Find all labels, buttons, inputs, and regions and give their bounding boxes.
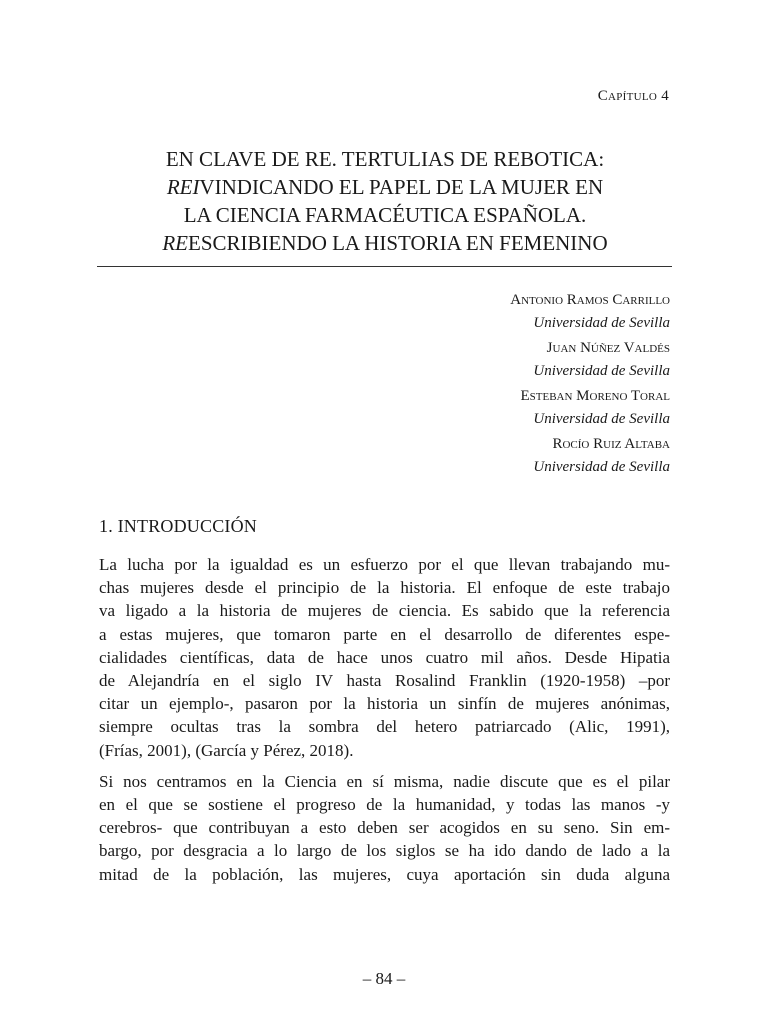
paragraph [99,553,670,762]
title-line-4-rest: ESCRIBIENDO LA HISTORIA EN FEMENINO [188,231,608,255]
title-line-4-italic: RE [162,231,189,255]
author-entry [270,337,670,383]
section-heading: 1. INTRODUCCIÓN [99,516,257,536]
text-line: bargo, por desgracia a lo largo de los siglos se ha ido dando de lado a la [99,841,670,861]
paragraph [99,770,670,886]
text-line: Si nos centramos en la Ciencia en sí misma, nadie discute que es el pilar [99,771,670,791]
author-affiliation: Universidad de Sevilla [533,363,670,379]
author-name: Antonio Ramos Carrillo [510,292,670,308]
title-divider [97,266,672,267]
author-entry [270,385,670,431]
title-line-1: EN CLAVE DE RE. TERTULIAS DE REBOTICA: [165,147,605,171]
body-text [99,553,670,894]
author-affiliation: Universidad de Sevilla [533,411,670,427]
text-line: mitad de la población, las mujeres, cuya aportación sin duda alguna [99,864,670,884]
author-list [270,289,670,481]
page-number: – 84 – [362,969,406,988]
author-affiliation: Universidad de Sevilla [533,459,670,475]
author-affiliation: Universidad de Sevilla [533,315,670,331]
author-name: Juan Núñez Valdés [546,340,670,356]
title-line-3: LA CIENCIA FARMACÉUTICA ESPAÑOLA. [183,203,587,227]
text-line: de Alejandría en el siglo IV hasta Rosalind Franklin (1920-1958) –por [99,671,670,691]
author-name: Rocío Ruiz Altaba [552,436,670,452]
text-line: siempre ocultas tras la sombra del hetero patriarcado (Alic, 1991), [99,717,670,737]
author-entry [270,433,670,479]
article-title [98,145,672,257]
title-line-2-italic: REI [166,175,200,199]
title-line-2-rest: VINDICANDO EL PAPEL DE LA MUJER EN [199,175,604,199]
text-line: a estas mujeres, que tomaron parte en el desarrollo de diferentes espe- [99,624,670,644]
text-line: cialidades científicas, data de hace unos cuatro mil años. Desde Hipatia [99,647,670,667]
author-entry [270,289,670,335]
title-line-4 [98,229,672,257]
text-line: va ligado a la historia de mujeres de ciencia. Es sabido que la referencia [99,601,670,621]
text-line: chas mujeres desde el principio de la historia. El enfoque de este trabajo [99,578,670,598]
text-line: (Frías, 2001), (García y Pérez, 2018). [99,740,354,760]
title-line-2 [98,173,672,201]
text-line: cerebros- que contribuyan a esto deben ser acogidos en su seno. Sin em- [99,818,670,838]
text-line: citar un ejemplo-, pasaron por la historia un sinfín de mujeres anónimas, [99,694,670,714]
text-line: La lucha por la igualdad es un esfuerzo por el que llevan trabajando mu- [99,555,670,574]
author-name: Esteban Moreno Toral [520,388,670,404]
text-line: en el que se sostiene el progreso de la humanidad, y todas las manos -y [99,795,670,815]
chapter-label: Capítulo 4 [597,88,669,104]
